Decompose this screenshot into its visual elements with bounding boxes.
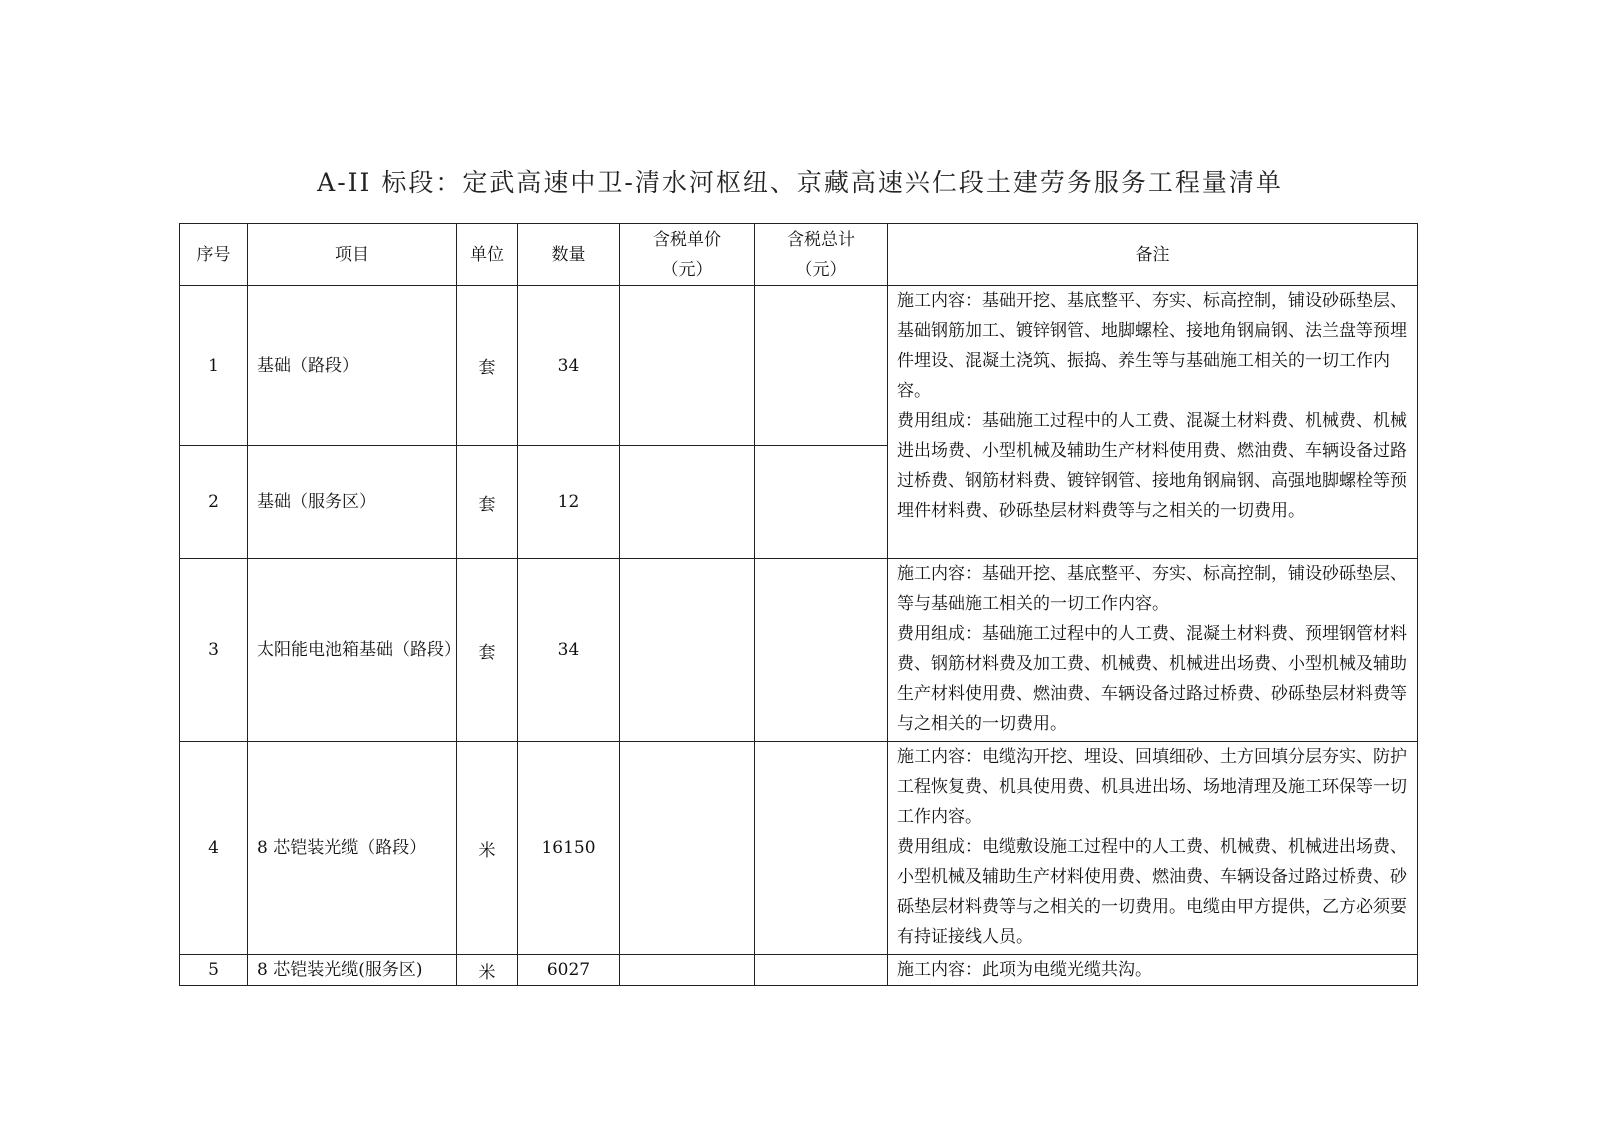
remark-content: 施工内容：电缆沟开挖、埋设、回填细砂、土方回填分层夯实、防护工程恢复费、机具使用费、机具进出场、场地清理及施工环保等一切工作内容。 xyxy=(897,747,1407,827)
header-unit: 单位 xyxy=(457,224,518,286)
remark-cost: 费用组成：基础施工过程中的人工费、混凝土材料费、预埋钢管材料费、钢筋材料费及加工费、机械费、机械进出场费、小型机械及辅助生产材料使用费、燃油费、车辆设备过路过桥费、砂砾垫层材料费等与之相关的一切费用。 xyxy=(897,624,1407,734)
cell-remark xyxy=(888,955,1418,986)
cell-unit: 套 xyxy=(457,446,518,559)
cell-total xyxy=(755,286,888,446)
cell-seq: 5 xyxy=(180,955,248,986)
cell-total xyxy=(755,446,888,559)
cell-item: 基础（服务区） xyxy=(248,446,457,559)
cell-unit-price xyxy=(620,286,755,446)
table-row xyxy=(180,742,1418,955)
cell-item: 太阳能电池箱基础（路段） xyxy=(248,559,457,742)
cell-qty: 34 xyxy=(518,286,620,446)
cell-unit-price xyxy=(620,742,755,955)
cell-total xyxy=(755,955,888,986)
cell-unit: 米 xyxy=(457,742,518,955)
cell-item: 基础（路段） xyxy=(248,286,457,446)
cell-unit-price xyxy=(620,446,755,559)
cell-item: 8 芯铠装光缆（路段） xyxy=(248,742,457,955)
document-title: A-II 标段：定武高速中卫-清水河枢纽、京藏高速兴仁段土建劳务服务工程量清单 xyxy=(317,168,1283,197)
cell-unit-price xyxy=(620,955,755,986)
cell-qty: 34 xyxy=(518,559,620,742)
cell-seq: 2 xyxy=(180,446,248,559)
header-remark: 备注 xyxy=(888,224,1418,286)
cell-seq: 3 xyxy=(180,559,248,742)
remark-content: 施工内容：基础开挖、基底整平、夯实、标高控制，铺设砂砾垫层、基础钢筋加工、镀锌钢管、地脚螺栓、接地角钢扁钢、法兰盘等预埋件埋设、混凝土浇筑、振捣、养生等与基础施工相关的一切工作内容。 xyxy=(897,291,1407,401)
header-total-line2: （元） xyxy=(795,259,847,280)
cell-total xyxy=(755,559,888,742)
cell-unit: 套 xyxy=(457,286,518,446)
table-row xyxy=(180,955,1418,986)
remark-cost: 费用组成：基础施工过程中的人工费、混凝土材料费、机械费、机械进出场费、小型机械及辅助生产材料使用费、燃油费、车辆设备过路过桥费、钢筋材料费、镀锌钢管、接地角钢扁钢、高强地脚螺栓等预埋件材料费、砂砾垫层材料费等与之相关的一切费用。 xyxy=(897,411,1407,521)
header-seq: 序号 xyxy=(180,224,248,286)
cell-seq: 1 xyxy=(180,286,248,446)
header-unit-price-line2: （元） xyxy=(661,259,713,280)
cell-remark xyxy=(888,559,1418,742)
cell-remark xyxy=(888,286,1418,559)
remark-cost: 费用组成：电缆敷设施工过程中的人工费、机械费、机械进出场费、小型机械及辅助生产材料使用费、燃油费、车辆设备过路过桥费、砂砾垫层材料费等与之相关的一切费用。电缆由甲方提供，乙方必须要有持证接线人员。 xyxy=(897,837,1407,947)
bill-of-quantities-table xyxy=(179,223,1418,986)
cell-qty: 16150 xyxy=(518,742,620,955)
cell-remark xyxy=(888,742,1418,955)
table-row xyxy=(180,286,1418,446)
header-qty: 数量 xyxy=(518,224,620,286)
header-unit-price-line1: 含税单价 xyxy=(653,229,721,250)
cell-total xyxy=(755,742,888,955)
cell-seq: 4 xyxy=(180,742,248,955)
table-header-row xyxy=(180,224,1418,286)
cell-qty: 12 xyxy=(518,446,620,559)
cell-unit: 米 xyxy=(457,955,518,986)
header-unit-price xyxy=(620,224,755,286)
header-total-line1: 含税总计 xyxy=(787,229,855,250)
remark-content: 施工内容：基础开挖、基底整平、夯实、标高控制，铺设砂砾垫层、等与基础施工相关的一切工作内容。 xyxy=(897,564,1407,614)
cell-item: 8 芯铠装光缆(服务区) xyxy=(248,955,457,986)
cell-qty: 6027 xyxy=(518,955,620,986)
cell-unit-price xyxy=(620,559,755,742)
table-row xyxy=(180,559,1418,742)
header-item: 项目 xyxy=(248,224,457,286)
header-total xyxy=(755,224,888,286)
cell-unit: 套 xyxy=(457,559,518,742)
remark-content: 施工内容：此项为电缆光缆共沟。 xyxy=(897,960,1152,980)
